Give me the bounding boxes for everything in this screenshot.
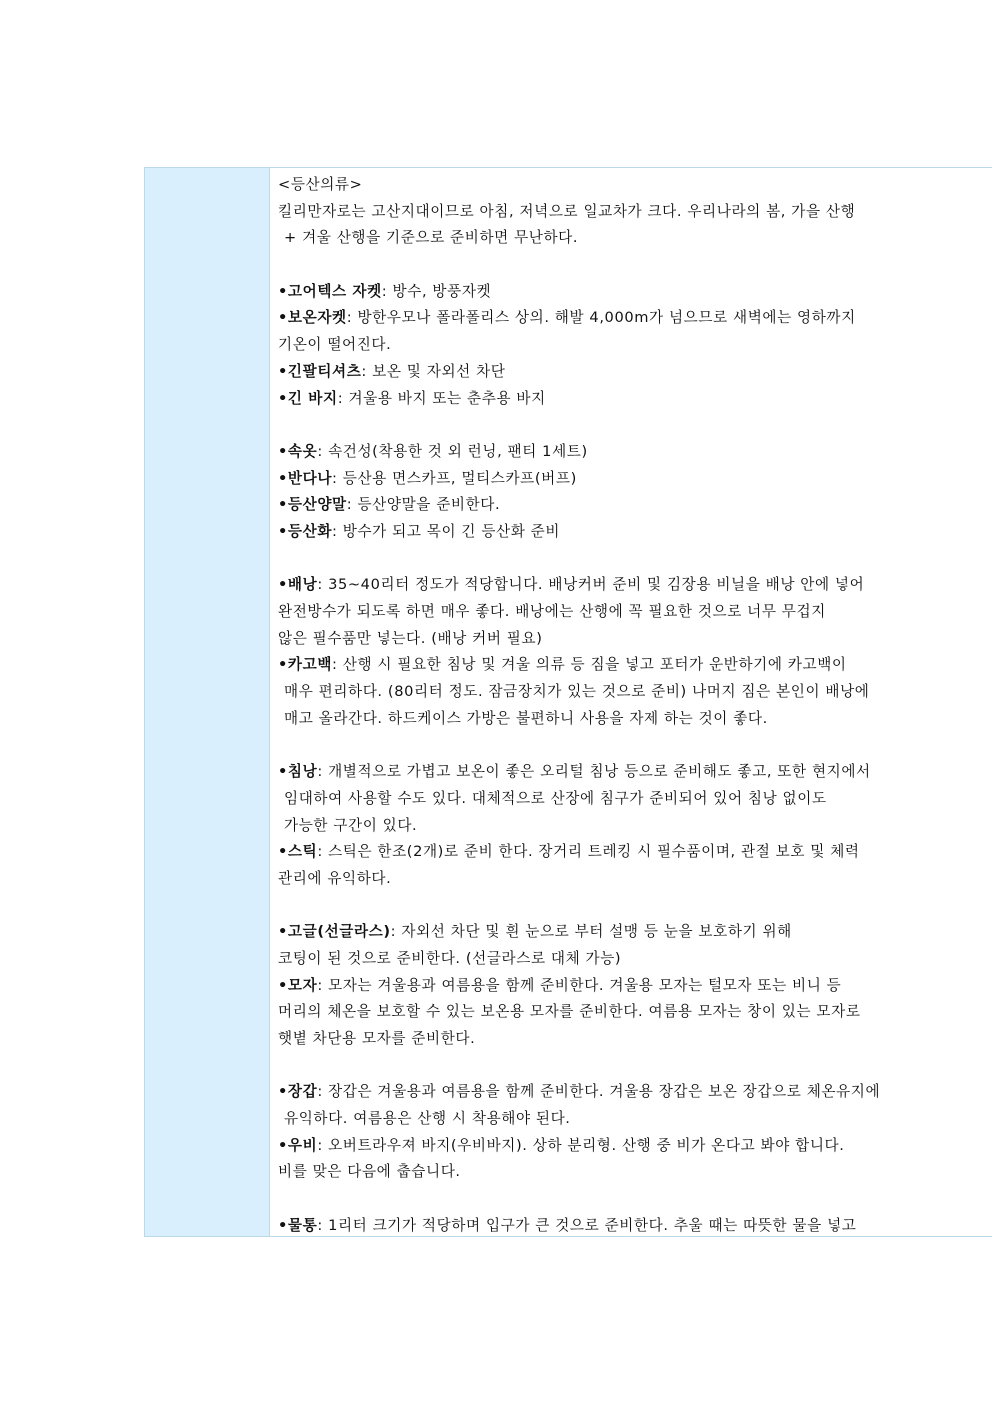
item-goggles	[278, 919, 992, 946]
item-desc: : 오버트라우져 바지(우비바지). 상하 분리형. 산행 중 비가 온다고 봐야 합니다.	[317, 1136, 845, 1154]
item-term: •배낭	[278, 576, 318, 594]
item-desc: : 개별적으로 가볍고 보온이 좋은 오리털 침낭 등으로 준비해도 좋고, 또한 현지에서	[317, 763, 871, 781]
item-rainwear	[278, 1133, 992, 1160]
item-desc: : 35~40리터 정도가 적당합니다. 배낭커버 준비 및 김장용 비닐을 배낭 안에 넣어	[317, 576, 865, 594]
item-goretex	[278, 279, 992, 306]
item-desc: : 산행 시 필요한 침낭 및 겨울 의류 등 짐을 넣고 포터가 운반하기에 카고백이	[332, 656, 847, 674]
item-term: •등산양말	[278, 496, 347, 514]
item-desc-cont: 머리의 체온을 보호할 수 있는 보온용 모자를 준비한다. 여름용 모자는 창이 있는 모자로	[278, 1003, 861, 1021]
item-desc: : 속건성(착용한 것 외 런닝, 팬티 1세트)	[317, 442, 588, 460]
item-longsleeve	[278, 359, 992, 386]
table-header-cell	[145, 168, 270, 1236]
item-desc: : 겨울용 바지 또는 춘추용 바지	[337, 389, 546, 407]
item-desc-cont: 비를 맞은 다음에 춥습니다.	[278, 1163, 461, 1181]
item-desc: : 방수, 방풍자켓	[381, 282, 492, 300]
item-term: •고글(선글라스)	[278, 923, 391, 941]
item-desc-cont: 코팅이 된 것으로 준비한다. (선글라스로 대체 가능)	[278, 949, 622, 967]
item-term: •물통	[278, 1216, 318, 1234]
item-desc-cont: 매고 올라간다. 하드케이스 가방은 불편하니 사용을 자제 하는 것이 좋다.	[284, 709, 768, 727]
intro-line: + 겨울 산행을 기준으로 준비하면 무난하다.	[284, 229, 579, 247]
item-underwear	[278, 439, 992, 466]
item-bottle	[278, 1213, 992, 1236]
item-desc-cont: 햇볕 차단용 모자를 준비한다.	[278, 1030, 476, 1047]
item-desc: : 모자는 겨울용과 여름용을 함께 준비한다. 겨울용 모자는 털모자 또는 비니 등	[317, 976, 842, 994]
item-term: •모자	[278, 976, 318, 994]
item-term: •우비	[278, 1136, 318, 1154]
item-pants	[278, 386, 992, 413]
item-term: •장갑	[278, 1083, 318, 1101]
item-desc: : 1리터 크기가 적당하며 입구가 큰 것으로 준비한다. 추울 때는 따뜻한 물을 넣고	[317, 1216, 857, 1234]
item-desc-cont: 기온이 떨어진다.	[278, 336, 392, 354]
item-desc: : 자외선 차단 및 흰 눈으로 부터 설맹 등 눈을 보호하기 위해	[390, 923, 792, 941]
item-term: •침낭	[278, 763, 318, 781]
item-term: •등산화	[278, 522, 333, 540]
item-hat	[278, 973, 992, 1000]
item-desc-cont: 가능한 구간이 있다.	[284, 816, 418, 834]
item-desc: : 등산용 면스카프, 멀티스카프(버프)	[332, 469, 577, 487]
item-term: •스틱	[278, 843, 318, 861]
intro-line: 킬리만자로는 고산지대이므로 아침, 저녁으로 일교차가 크다. 우리나라의 봄, 가을 산행	[278, 202, 856, 220]
item-backpack	[278, 572, 992, 599]
item-desc: : 방수가 되고 목이 긴 등산화 준비	[332, 522, 561, 540]
item-desc: : 방한우모나 폴라폴리스 상의. 해발 4,000m가 넘으므로 새벽에는 영하까지	[346, 309, 856, 327]
item-socks	[278, 492, 992, 519]
item-desc: : 등산양말을 준비한다.	[346, 496, 501, 514]
item-term: •카고백	[278, 656, 333, 674]
item-desc-cont: 임대하여 사용할 수도 있다. 대체적으로 산장에 침구가 준비되어 있어 침낭 없이도	[284, 789, 827, 807]
item-desc-cont: 관리에 유익하다.	[278, 869, 392, 887]
item-stick	[278, 839, 992, 866]
table-content-cell	[270, 168, 992, 1236]
item-insulated	[278, 305, 992, 332]
item-desc-cont: 완전방수가 되도록 하면 매우 좋다. 배낭에는 산행에 꼭 필요한 것으로 너무 무겁지	[278, 603, 826, 620]
item-desc-cont: 매우 편리하다. (80리터 정도. 잠금장치가 있는 것으로 준비) 나머지 짐은 본인이 배낭에	[284, 683, 870, 701]
item-term: •고어텍스 자켓	[278, 282, 382, 300]
item-cargo	[278, 652, 992, 679]
item-sleeping-bag	[278, 759, 992, 786]
item-desc: : 보온 및 자외선 차단	[361, 362, 506, 380]
item-desc: : 장갑은 겨울용과 여름용을 함께 준비한다. 겨울용 장갑은 보온 장갑으로 체온유지에	[317, 1083, 881, 1101]
item-gloves	[278, 1079, 992, 1106]
item-desc-cont: 유익하다. 여름용은 산행 시 착용해야 된다.	[284, 1110, 571, 1128]
item-term: •보온자켓	[278, 309, 347, 327]
item-boots	[278, 519, 992, 546]
section-title: <등산의류>	[278, 176, 363, 193]
item-term: •속옷	[278, 442, 318, 460]
item-term: •긴팔티셔츠	[278, 362, 362, 380]
item-desc-cont: 않은 필수품만 넣는다. (배낭 커버 필요)	[278, 629, 543, 647]
item-term: •긴 바지	[278, 389, 338, 407]
item-bandana	[278, 466, 992, 493]
content-table	[144, 167, 992, 1237]
item-term: •반다나	[278, 469, 333, 487]
item-desc: : 스틱은 한조(2개)로 준비 한다. 장거리 트레킹 시 필수품이며, 관절 보호 및 체력	[317, 843, 860, 861]
